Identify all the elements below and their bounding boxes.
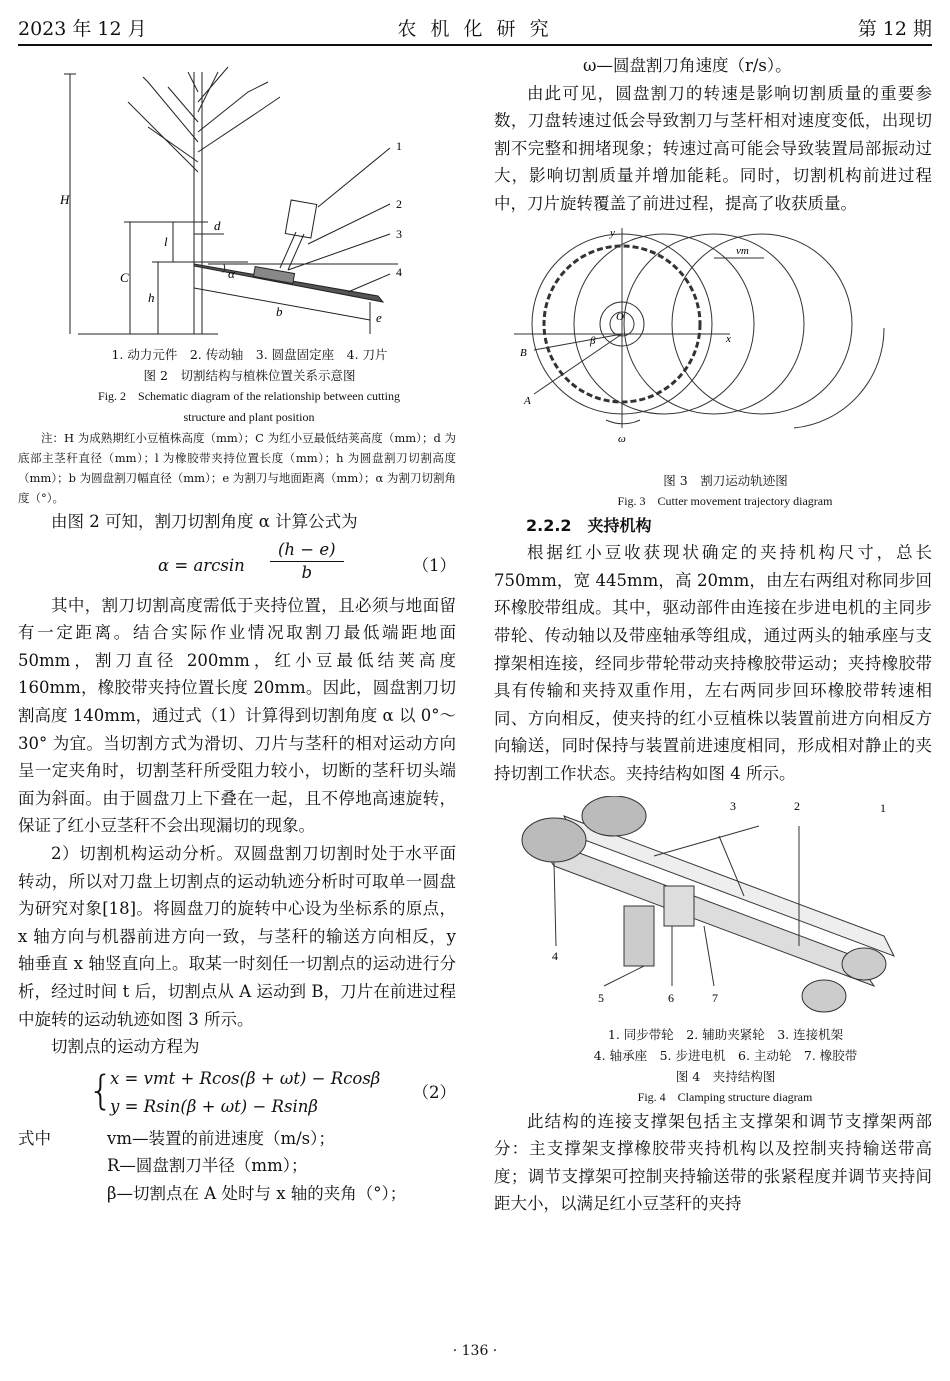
page-number: · 136 · <box>452 1343 498 1359</box>
section-heading-2-2-2: 2.2.2 夹持机构 <box>526 515 652 535</box>
fig4-caption-cn: 图 4 夹持结构图 <box>675 1068 776 1084</box>
eq1-fraction <box>270 539 344 584</box>
fig2-caption-en-2: structure and plant position <box>183 410 315 424</box>
eq2-brace: { <box>88 1067 114 1114</box>
left-paragraph-4: 切割点的运动方程为 <box>51 1037 200 1057</box>
fig3-label-B: B <box>520 346 527 359</box>
left-paragraph-2: 其中，割刀切割高度需低于夹持位置，且必须与地面留有一定距离。结合实际作业情况取割刀最低端距地面 50mm，割刀直径 200mm，红小豆最低结荚高度 160mm，橡胶带夹持位置长度 20mm。因此，圆盘割刀切割高度 140mm，通过式（1）计算得到切割角度 α 以 0°～30° 为宜。当切割方式为滑切、刀片与茎秆的相对运动方向呈一定夹角时，切割茎秆所受阻力较小，切断的茎秆切头端面为斜面。由于圆盘刀上下叠在一起，且不停地高速旋转，保证了红小豆茎秆不会出现漏切的现象。 <box>18 595 456 836</box>
fig2-label-2: 2 <box>396 197 402 211</box>
fig2-label-1: 1 <box>396 139 402 153</box>
right-column <box>494 52 932 1218</box>
eq2-number: （2） <box>412 1082 456 1102</box>
header-rule <box>18 44 932 46</box>
fig4-legend-2: 4. 轴承座 5. 步进电机 6. 主动轮 7. 橡胶带 <box>593 1047 858 1063</box>
header-date: 2023 年 12 月 <box>18 18 147 40</box>
figure-3-diagram <box>494 228 932 470</box>
fig4-label-3: 3 <box>730 798 736 813</box>
fig4-caption-en: Fig. 4 Clamping structure diagram <box>637 1089 813 1104</box>
fig2-label-3: 3 <box>396 227 402 241</box>
fig2-note: 注：H 为成熟期红小豆植株高度（mm）；C 为红小豆最低结荚高度（mm）；d 为底部主茎秆直径（mm）；l 为橡胶带夹持位置长度（mm）；h 为圆盘割刀切割高度（mm）；b 为圆盘割刀幅直径（mm）；e 为割刀与地面距离（mm）；α 为割刀切割角度（°）。 <box>18 431 456 505</box>
figure-4-diagram <box>494 796 932 1024</box>
def-vm: vm—装置的前进速度（m/s）； <box>107 1128 335 1148</box>
fig2-dim-d: d <box>214 218 221 233</box>
fig2-dim-alpha: α <box>228 266 235 281</box>
fig4-label-5: 5 <box>598 990 604 1005</box>
fig2-caption-cn: 图 2 切割结构与植株位置关系示意图 <box>143 368 356 383</box>
fig3-label-O: O <box>616 310 624 323</box>
fig2-dim-C: C <box>120 270 129 285</box>
right-paragraph-3: 此结构的连接支撑架包括主支撑架和调节支撑架两部分：主支撑架支撑橡胶带夹持机构以及控制夹持输送带高度；调节支撑架可控制夹持输送带的张紧程度并调节夹持间距大小，以满足红小豆茎秆的夹持 <box>494 1111 932 1214</box>
def-omega: ω—圆盘割刀角速度（r/s）。 <box>583 56 792 75</box>
fig2-legend: 1. 动力元件 2. 传动轴 3. 圆盘固定座 4. 刀片 <box>111 347 388 362</box>
fig4-label-7: 7 <box>712 990 718 1005</box>
fig3-label-A: A <box>524 394 531 407</box>
equation-2 <box>18 1061 456 1125</box>
fig4-label-6: 6 <box>668 990 674 1005</box>
fig3-label-vm: vm <box>736 244 749 257</box>
fig3-caption-en: Fig. 3 Cutter movement trajectory diagram <box>617 493 833 508</box>
fig4-label-4: 4 <box>552 948 558 963</box>
fig3-caption-cn: 图 3 割刀运动轨迹图 <box>663 472 788 488</box>
figure-2-diagram <box>18 52 456 344</box>
fig4-label-1: 1 <box>880 800 886 815</box>
fig4-legend-1: 1. 同步带轮 2. 辅助夹紧轮 3. 连接机架 <box>607 1026 844 1042</box>
fig2-dim-e: e <box>376 310 382 325</box>
where-label: 式中 <box>18 1128 51 1148</box>
right-paragraph-2: 根据红小豆收获现状确定的夹持机构尺寸，总长 750mm，宽 445mm，高 20mm，由左右两组对称同步回环橡胶带组成。其中，驱动部件由连接在步进电机的主同步带轮、传动轴以及带座轴承等组成，通过两头的轴承座与支撑架相连接，经同步带轮带动夹持橡胶带运动；夹持橡胶带具有传输和夹持双重作用，左右两同步回环橡胶带转速相同、方向相反，使夹持的红小豆植株以装置前进方向相反方向输送，同时保持与装置前进速度相同，形成相对静止的夹持切割工作状态。夹持结构如图 4 所示。 <box>494 543 932 783</box>
left-paragraph-1: 由图 2 可知，割刀切割角度 α 计算公式为 <box>51 512 358 531</box>
fig2-dim-H: H <box>60 192 70 207</box>
fig3-label-x: x <box>726 332 731 345</box>
header-issue: 第 12 期 <box>857 18 932 40</box>
eq1-denominator: b <box>301 562 313 582</box>
def-beta: β—切割点在 A 处时与 x 轴的夹角（°）； <box>107 1183 407 1203</box>
fig2-dim-h: h <box>148 290 155 305</box>
eq1-lhs: α = arcsin <box>158 555 245 575</box>
fig2-label-4: 4 <box>396 265 402 279</box>
fig2-dim-b: b <box>276 304 283 319</box>
eq2-line-2: y = Rsin(β + ωt) − Rsinβ <box>110 1096 318 1116</box>
variable-definitions <box>18 1125 456 1208</box>
def-R: R—圆盘割刀半径（mm）； <box>107 1155 308 1175</box>
fig4-label-2: 2 <box>794 798 800 813</box>
eq2-line-1: x = vmt + Rcos(β + ωt) − Rcosβ <box>110 1068 381 1088</box>
right-paragraph-1: 由此可见，圆盘割刀的转速是影响切割质量的重要参数，刀盘转速过低会导致割刀与茎杆相对速度变低，出现切割不完整和拥堵现象；转速过高可能会导致装置局部振动过大，影响切割质量并增加能耗。同时，切割机构前进过程中，刀片旋转覆盖了前进过程，提高了收获质量。 <box>494 83 932 213</box>
fig3-label-beta: β <box>590 334 596 347</box>
fig2-dim-l: l <box>164 234 168 249</box>
fig3-label-y: y <box>610 227 615 239</box>
left-paragraph-3: 2）切割机构运动分析。双圆盘割刀切割时处于水平面转动，所以对刀盘上切割点的运动轨迹分析时可取单一圆盘为研究对象[18]。将圆盘刀的旋转中心设为坐标系的原点，x 轴方向与机器前进方向一致，与茎秆的输送方向相反，y 轴垂直 x 轴竖直向上。取某一时刻任一切割点的运动进行分析，经过时间 t 后，切割点从 A 运动到 B，刀片在前进过程中旋转的运动轨迹如图 3 所示。 <box>18 843 456 1029</box>
fig2-caption-en-1: Fig. 2 Schematic diagram of the relationship between cutting <box>98 389 400 403</box>
header-journal: 农 机 化 研 究 <box>397 18 553 40</box>
equation-1 <box>18 536 456 592</box>
left-column <box>18 52 456 1208</box>
eq1-number: （1） <box>412 555 456 575</box>
fig3-label-omega: ω <box>618 432 626 445</box>
running-header <box>18 14 932 40</box>
eq1-numerator: (h − e) <box>270 539 344 562</box>
